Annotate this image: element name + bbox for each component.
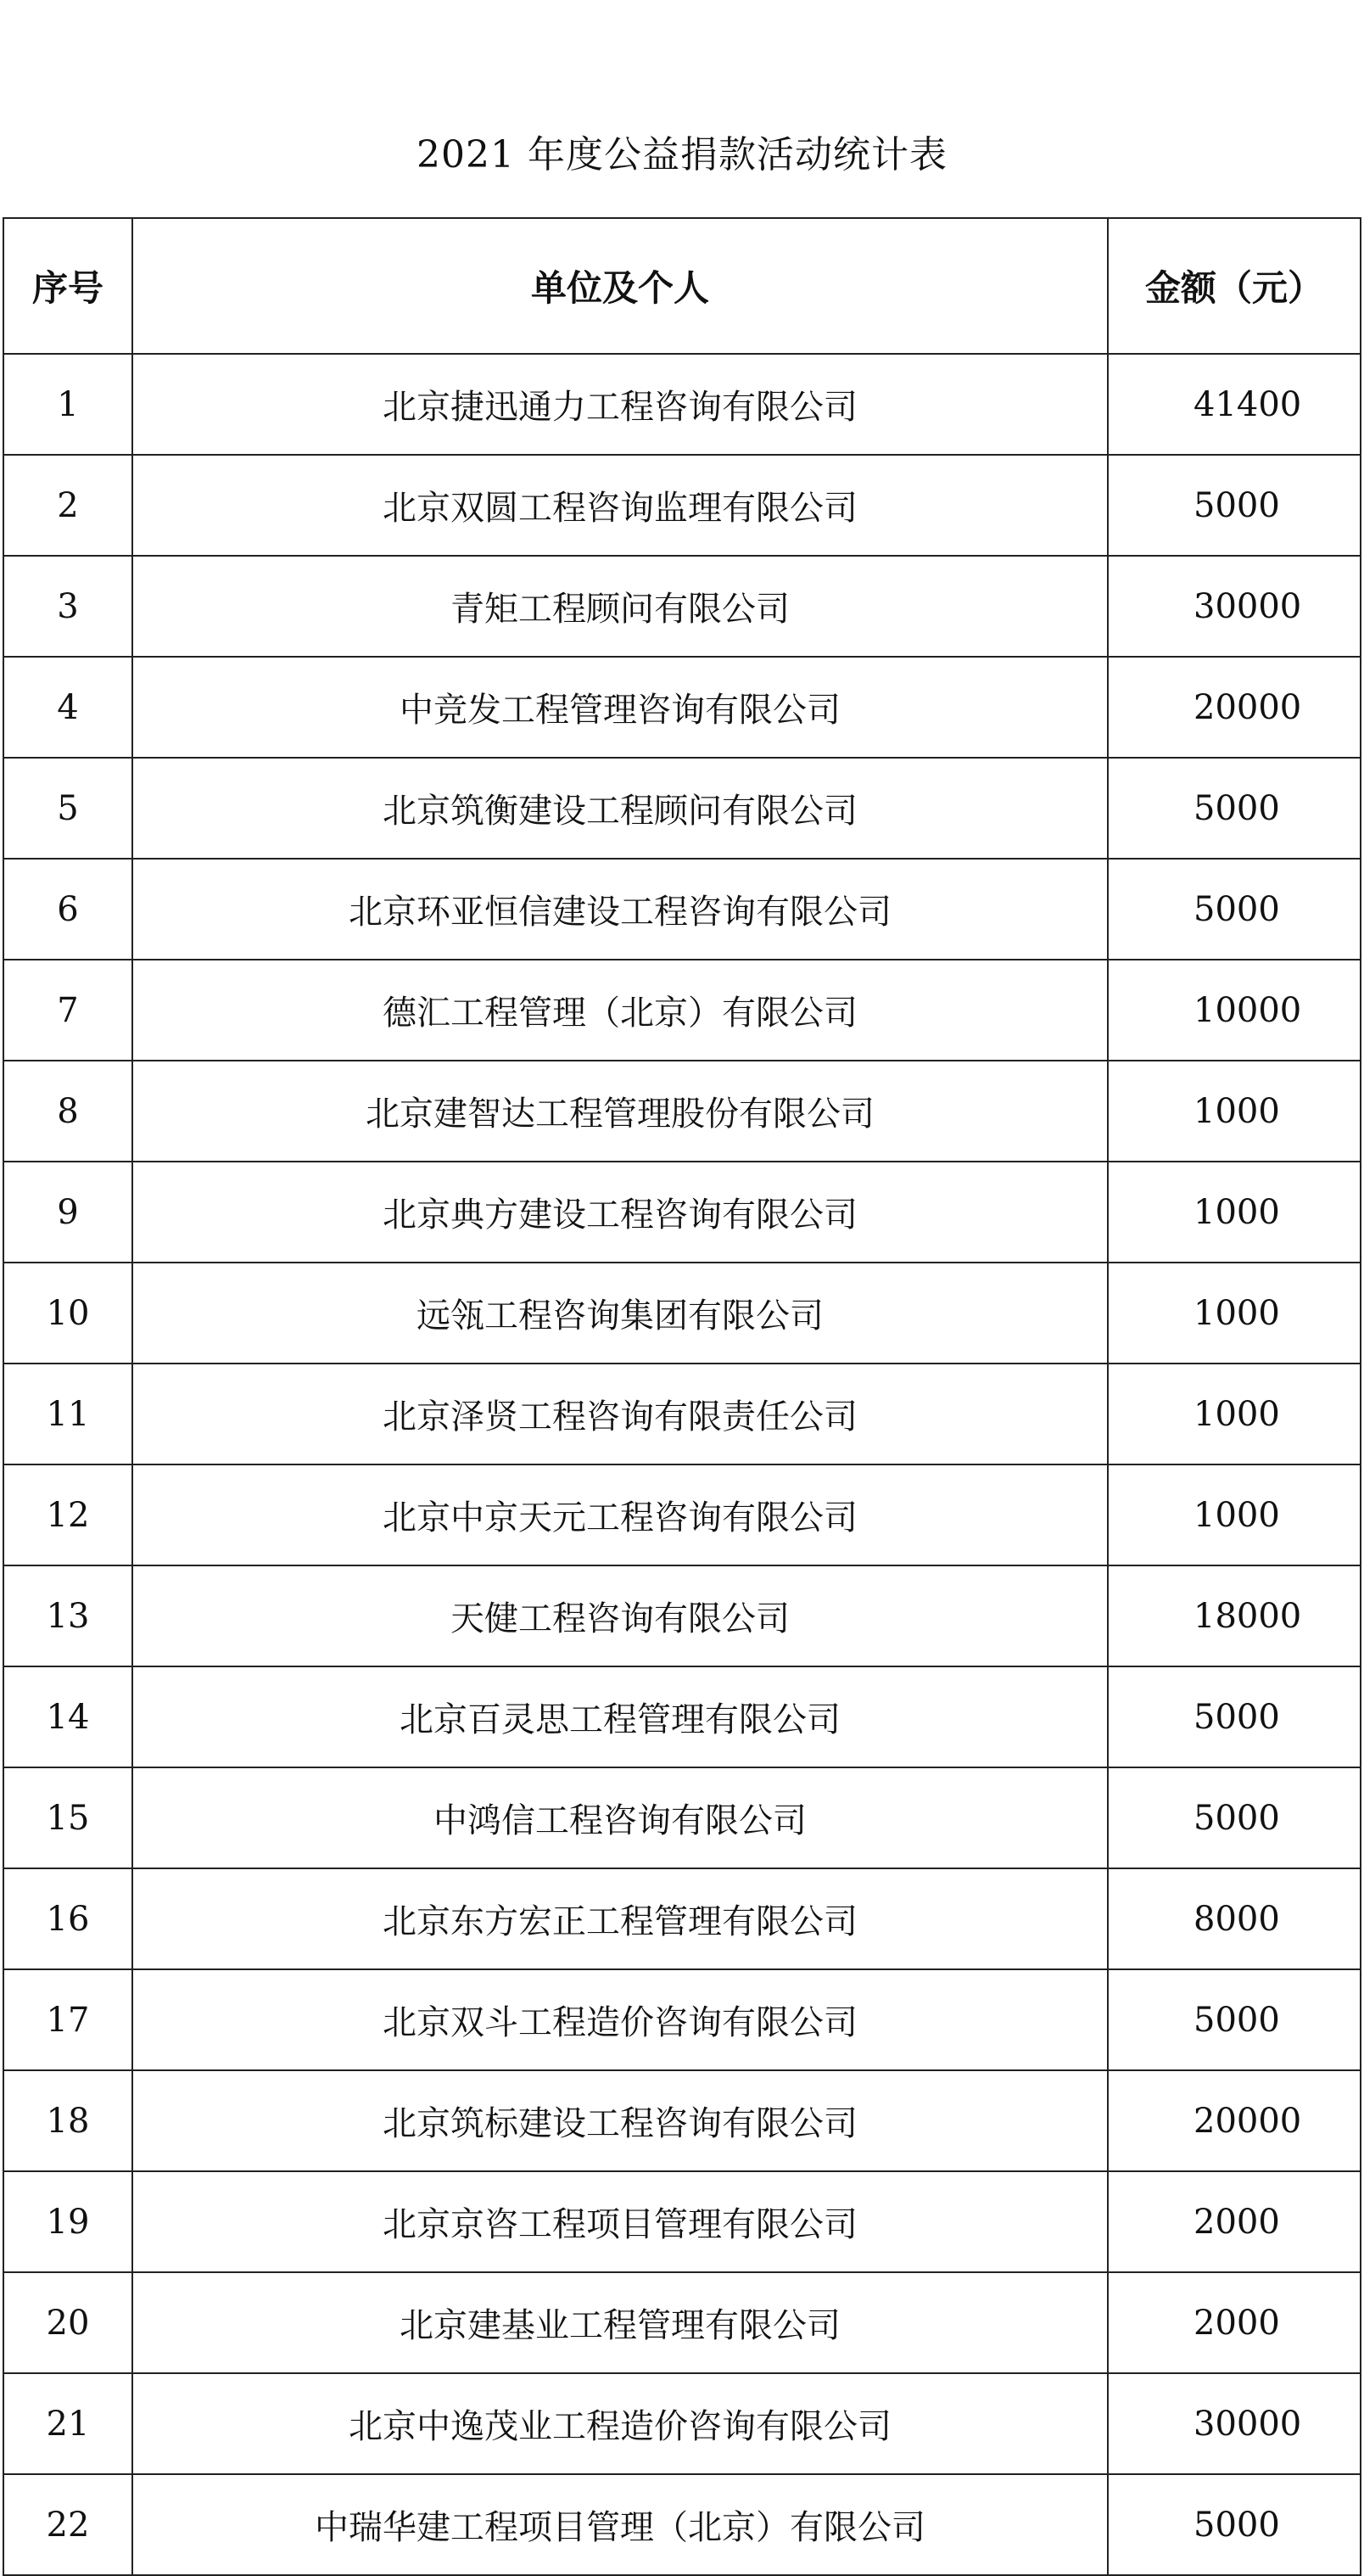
cell-unit-name: 远瓴工程咨询集团有限公司 (132, 1263, 1108, 1364)
table-row (3, 1162, 1361, 1263)
cell-amount: 30000 (1108, 2373, 1361, 2474)
cell-amount: 5000 (1108, 1666, 1361, 1767)
cell-amount: 2000 (1108, 2272, 1361, 2373)
table-row (3, 1364, 1361, 1464)
cell-serial-number: 12 (3, 1464, 132, 1565)
cell-amount: 18000 (1108, 1565, 1361, 1666)
cell-serial-number: 5 (3, 758, 132, 859)
cell-unit-name: 北京京咨工程项目管理有限公司 (132, 2171, 1108, 2272)
cell-unit-name: 中竞发工程管理咨询有限公司 (132, 657, 1108, 758)
cell-serial-number: 15 (3, 1767, 132, 1868)
table-row (3, 1666, 1361, 1767)
table-body (3, 354, 1361, 2575)
header-unit-and-individual: 单位及个人 (132, 218, 1108, 354)
cell-amount: 2000 (1108, 2171, 1361, 2272)
table-row (3, 2474, 1361, 2575)
header-serial-number: 序号 (3, 218, 132, 354)
cell-unit-name: 北京筑衡建设工程顾问有限公司 (132, 758, 1108, 859)
table-row (3, 960, 1361, 1061)
cell-serial-number: 19 (3, 2171, 132, 2272)
table-row (3, 2373, 1361, 2474)
cell-serial-number: 6 (3, 859, 132, 960)
table-row (3, 1464, 1361, 1565)
table-row (3, 2070, 1361, 2171)
cell-amount: 1000 (1108, 1364, 1361, 1464)
cell-amount: 5000 (1108, 859, 1361, 960)
cell-amount: 30000 (1108, 556, 1361, 657)
cell-serial-number: 4 (3, 657, 132, 758)
cell-amount: 5000 (1108, 1969, 1361, 2070)
donation-table (3, 217, 1361, 2576)
cell-amount: 5000 (1108, 2474, 1361, 2575)
cell-amount: 1000 (1108, 1162, 1361, 1263)
table-row (3, 556, 1361, 657)
cell-serial-number: 10 (3, 1263, 132, 1364)
table-row (3, 1868, 1361, 1969)
cell-unit-name: 德汇工程管理（北京）有限公司 (132, 960, 1108, 1061)
cell-unit-name: 北京泽贤工程咨询有限责任公司 (132, 1364, 1108, 1464)
table-header-row (3, 218, 1361, 354)
cell-unit-name: 中鸿信工程咨询有限公司 (132, 1767, 1108, 1868)
cell-unit-name: 北京典方建设工程咨询有限公司 (132, 1162, 1108, 1263)
cell-amount: 41400 (1108, 354, 1361, 455)
cell-serial-number: 18 (3, 2070, 132, 2171)
cell-unit-name: 北京双圆工程咨询监理有限公司 (132, 455, 1108, 556)
cell-serial-number: 11 (3, 1364, 132, 1464)
cell-serial-number: 9 (3, 1162, 132, 1263)
cell-serial-number: 1 (3, 354, 132, 455)
table-row (3, 1969, 1361, 2070)
table-row (3, 758, 1361, 859)
cell-serial-number: 7 (3, 960, 132, 1061)
table-row (3, 2272, 1361, 2373)
cell-serial-number: 22 (3, 2474, 132, 2575)
cell-unit-name: 北京中京天元工程咨询有限公司 (132, 1464, 1108, 1565)
cell-unit-name: 中瑞华建工程项目管理（北京）有限公司 (132, 2474, 1108, 2575)
cell-unit-name: 北京筑标建设工程咨询有限公司 (132, 2070, 1108, 2171)
cell-serial-number: 8 (3, 1061, 132, 1162)
table-row (3, 2171, 1361, 2272)
cell-amount: 10000 (1108, 960, 1361, 1061)
table-row (3, 1263, 1361, 1364)
cell-unit-name: 北京东方宏正工程管理有限公司 (132, 1868, 1108, 1969)
cell-serial-number: 13 (3, 1565, 132, 1666)
cell-serial-number: 17 (3, 1969, 132, 2070)
header-amount: 金额（元） (1108, 218, 1361, 354)
cell-unit-name: 青矩工程顾问有限公司 (132, 556, 1108, 657)
cell-serial-number: 2 (3, 455, 132, 556)
table-row (3, 354, 1361, 455)
table-row (3, 859, 1361, 960)
cell-unit-name: 北京中逸茂业工程造价咨询有限公司 (132, 2373, 1108, 2474)
cell-amount: 5000 (1108, 758, 1361, 859)
cell-serial-number: 20 (3, 2272, 132, 2373)
cell-serial-number: 16 (3, 1868, 132, 1969)
page-title: 2021 年度公益捐款活动统计表 (416, 133, 948, 176)
cell-amount: 5000 (1108, 455, 1361, 556)
cell-unit-name: 北京建智达工程管理股份有限公司 (132, 1061, 1108, 1162)
cell-amount: 20000 (1108, 2070, 1361, 2171)
cell-unit-name: 北京建基业工程管理有限公司 (132, 2272, 1108, 2373)
table-row (3, 657, 1361, 758)
cell-unit-name: 北京环亚恒信建设工程咨询有限公司 (132, 859, 1108, 960)
cell-amount: 1000 (1108, 1061, 1361, 1162)
cell-amount: 1000 (1108, 1263, 1361, 1364)
table-row (3, 1061, 1361, 1162)
table-row (3, 1767, 1361, 1868)
cell-amount: 20000 (1108, 657, 1361, 758)
cell-serial-number: 3 (3, 556, 132, 657)
cell-serial-number: 21 (3, 2373, 132, 2474)
table-row (3, 1565, 1361, 1666)
cell-unit-name: 北京双斗工程造价咨询有限公司 (132, 1969, 1108, 2070)
cell-amount: 5000 (1108, 1767, 1361, 1868)
cell-unit-name: 北京百灵思工程管理有限公司 (132, 1666, 1108, 1767)
cell-serial-number: 14 (3, 1666, 132, 1767)
cell-amount: 1000 (1108, 1464, 1361, 1565)
cell-amount: 8000 (1108, 1868, 1361, 1969)
table-row (3, 455, 1361, 556)
cell-unit-name: 北京捷迅通力工程咨询有限公司 (132, 354, 1108, 455)
cell-unit-name: 天健工程咨询有限公司 (132, 1565, 1108, 1666)
